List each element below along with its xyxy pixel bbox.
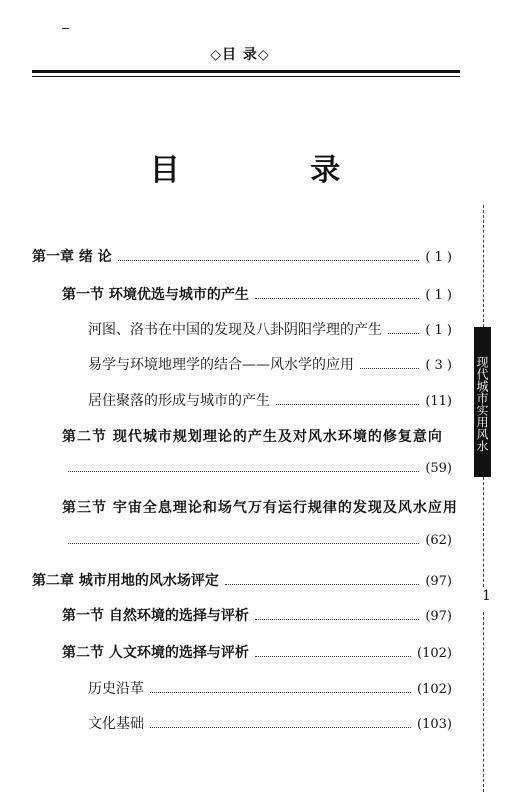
toc-page: (103) [417,717,452,732]
side-dashed-line-tail [483,612,484,792]
header-dash [62,28,69,29]
toc-entry-subsection-culture[interactable] [88,713,452,733]
toc-entry-section-2-1[interactable] [62,605,452,625]
toc-label: 第二节 人文环境的选择与评析 [62,645,249,661]
header-rule-thick [32,70,460,73]
toc-leader [255,655,411,657]
toc-label: 易学与环境地理学的结合——风水学的应用 [88,357,354,373]
toc-leader [150,726,411,728]
toc-page: ( 1 ) [425,323,452,338]
toc-page: (97) [425,609,452,624]
toc-label: 历史沿革 [88,681,144,697]
toc-label: 河图、洛书在中国的发现及八卦阴阳学理的产生 [88,322,382,338]
toc-entry-subsection-2[interactable] [88,354,452,374]
toc-entry-section-1-1[interactable] [62,284,452,304]
side-dashed-line-bottom [483,477,484,587]
page-number: 1 [482,588,491,604]
toc-entry-section-2-2[interactable] [62,642,452,662]
toc-leader [68,542,419,544]
toc-label: 第一节 自然环境的选择与评析 [62,608,249,624]
toc-entry-subsection-3[interactable] [88,390,452,410]
toc-leader [388,332,419,334]
toc-page: ( 3 ) [425,358,452,373]
toc-leader [276,403,419,405]
toc-label: 第二章 城市用地的风水场评定 [32,573,219,589]
toc-page: (62) [425,533,452,548]
toc-page: (59) [425,461,452,476]
side-dashed-line-top [483,205,484,327]
toc-label: 第一节 环境优选与城市的产生 [62,287,249,303]
page-title: 目 录 [149,153,401,188]
toc-entry-section-1-3-leader[interactable] [68,533,452,548]
toc-entry-chapter-1[interactable] [32,246,452,266]
toc-entry-subsection-history[interactable] [88,678,452,698]
toc-page: (102) [417,646,452,661]
toc-page: (97) [425,574,452,589]
toc-entry-section-1-3[interactable]: 第三节 宇宙全息理论和场气万有运行规律的发现及风水应用 [62,500,458,516]
side-tab: 现代城市实用风水 [474,327,491,477]
toc-entry-subsection-1[interactable] [88,319,452,339]
toc-entry-chapter-2[interactable] [32,570,452,590]
toc-label: 文化基础 [88,716,144,732]
toc-entry-section-1-2-leader[interactable] [68,461,452,476]
toc-leader [150,691,411,693]
toc-label: 居住聚落的形成与城市的产生 [88,393,270,409]
toc-leader [255,618,419,620]
toc-page: ( 1 ) [425,250,452,265]
toc-leader [360,367,419,369]
toc-leader [255,297,419,299]
toc-page: (102) [417,682,452,697]
toc-page: ( 1 ) [425,288,452,303]
toc-entry-section-1-2[interactable]: 第二节 现代城市规划理论的产生及对风水环境的修复意向 [62,429,443,445]
toc-leader [225,583,419,585]
header-rule-thin [32,76,460,77]
toc-leader [118,259,420,261]
toc-page: (11) [425,394,452,409]
toc-label: 第一章 绪 论 [32,249,112,265]
toc-leader [68,470,419,472]
running-head: ◇目 录◇ [210,47,270,63]
